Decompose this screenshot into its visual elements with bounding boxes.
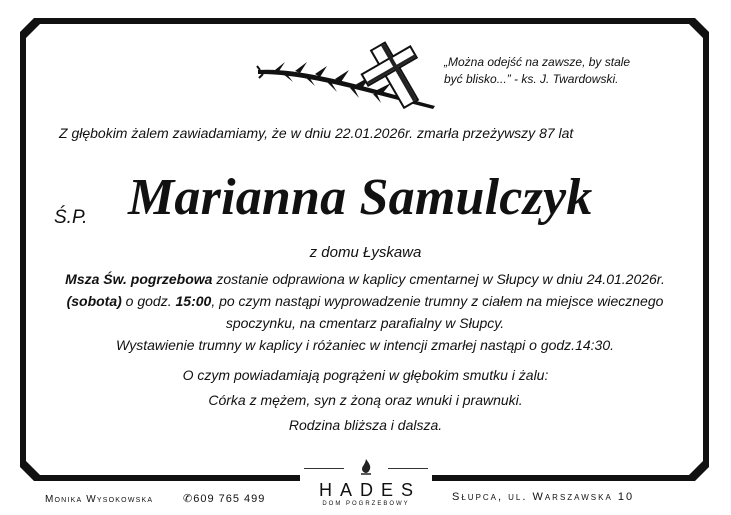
cross-icon xyxy=(354,40,435,112)
mass-time: 15:00 xyxy=(175,293,212,309)
cross-palm-emblem xyxy=(255,40,445,112)
designer-name: Monika Wysokowska xyxy=(45,494,154,505)
quote-line: być blisko...” - ks. J. Twardowski. xyxy=(444,72,619,86)
logo-brand: HADES xyxy=(318,480,421,500)
flame-icon xyxy=(358,458,374,476)
viewing-text: Wystawienie trumny w kaplicy i różaniec w intencji zmarłej nastąpi o godz.14:30. xyxy=(116,337,614,353)
funeral-home-logo xyxy=(300,458,432,508)
address: Słupca, ul. Warszawska 10 xyxy=(452,491,635,503)
announce-line: Córka z mężem, syn z żoną oraz wnuki i prawnuki. xyxy=(208,392,523,408)
quote xyxy=(444,54,684,88)
mass-lead: Msza Św. pogrzebowa xyxy=(65,271,213,287)
quote-line: „Można odejść na zawsze, by stale xyxy=(444,55,631,69)
funeral-details xyxy=(60,268,670,356)
mass-text: , po czym nastąpi wyprowadzenie trumny z ciałem na miejsce wiecznego spoczynku, na cmentarz parafialny w Słupcy. xyxy=(211,293,664,331)
mass-day: (sobota) xyxy=(66,293,122,309)
mass-text: zostanie odprawiona w kaplicy cmentarnej w Słupcy w dniu 24.01.2026r. xyxy=(212,271,665,287)
maiden-name: z domu Łyskawa xyxy=(309,244,422,261)
deceased-name: Marianna Samulczyk xyxy=(128,169,593,226)
mass-text: o godz. xyxy=(121,293,176,309)
phone-number: ✆609 765 499 xyxy=(183,493,266,505)
logo-rule xyxy=(388,468,428,469)
prefix: Ś.P. xyxy=(54,207,88,228)
logo-rule xyxy=(304,468,344,469)
announce-line: Rodzina bliższa i dalsza. xyxy=(288,417,443,433)
announce-line: O czym powiadamiają pogrążeni w głębokim smutku i żalu: xyxy=(182,367,549,383)
intro-text: Z głębokim żalem zawiadamiamy, że w dniu 22.01.2026r. zmarła przeżywszy 87 lat xyxy=(59,125,574,141)
logo-subtitle: DOM POGRZEBOWY xyxy=(322,501,410,507)
announcement xyxy=(0,363,731,438)
